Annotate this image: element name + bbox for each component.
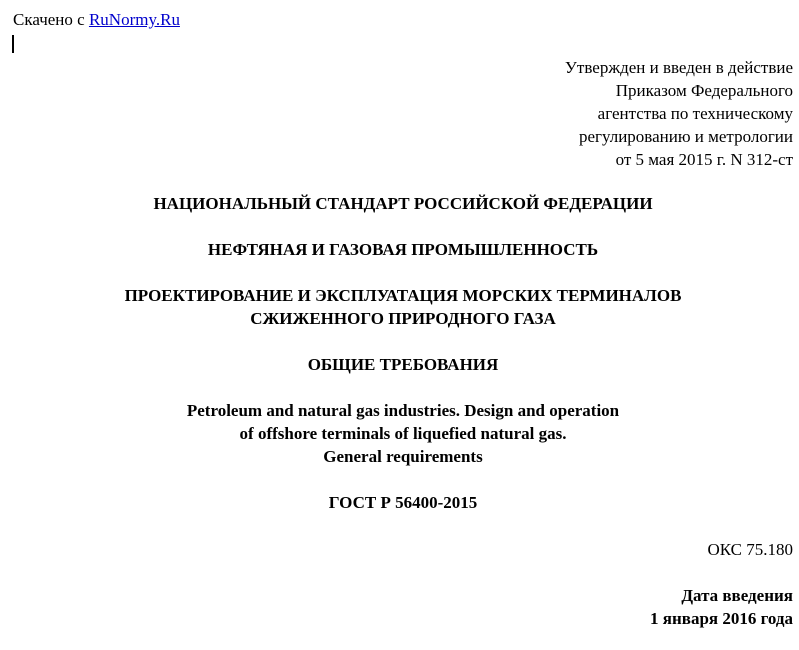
source-line — [13, 9, 180, 30]
subject-title-line: ПРОЕКТИРОВАНИЕ И ЭКСПЛУАТАЦИЯ МОРСКИХ ТЕРМИНАЛОВ — [124, 286, 682, 305]
approval-line: Приказом Федерального — [615, 81, 793, 100]
approval-block — [565, 56, 793, 171]
text-cursor — [12, 35, 14, 53]
gost-number: ГОСТ Р 56400-2015 — [328, 493, 478, 512]
approval-line: Утвержден и введен в действие — [564, 58, 793, 77]
english-title-line: Petroleum and natural gas industries. Design and operation — [186, 401, 620, 420]
national-standard-title: НАЦИОНАЛЬНЫЙ СТАНДАРТ РОССИЙСКОЙ ФЕДЕРАЦИИ — [153, 194, 653, 213]
approval-line: агентства по техническому — [597, 104, 793, 123]
english-title-line: General requirements — [323, 447, 483, 466]
introduction-date-block — [650, 584, 793, 630]
industry-title: НЕФТЯНАЯ И ГАЗОВАЯ ПРОМЫШЛЕННОСТЬ — [207, 240, 599, 259]
introduction-date-value: 1 января 2016 года — [650, 609, 793, 628]
english-title — [0, 399, 799, 468]
source-link[interactable]: RuNormy.Ru — [88, 10, 180, 29]
approval-line: регулированию и метрологии — [578, 127, 793, 146]
subject-title-line: СЖИЖЕННОГО ПРИРОДНОГО ГАЗА — [250, 309, 556, 328]
introduction-date-label: Дата введения — [681, 586, 793, 605]
source-prefix: Скачено с — [13, 10, 89, 29]
subject-title — [0, 284, 799, 330]
oks-code: ОКС 75.180 — [707, 540, 793, 559]
approval-line: от 5 мая 2015 г. N 312-ст — [615, 150, 793, 169]
english-title-line: of offshore terminals of liquefied natural gas. — [239, 424, 567, 443]
general-requirements-title: ОБЩИЕ ТРЕБОВАНИЯ — [307, 355, 499, 374]
